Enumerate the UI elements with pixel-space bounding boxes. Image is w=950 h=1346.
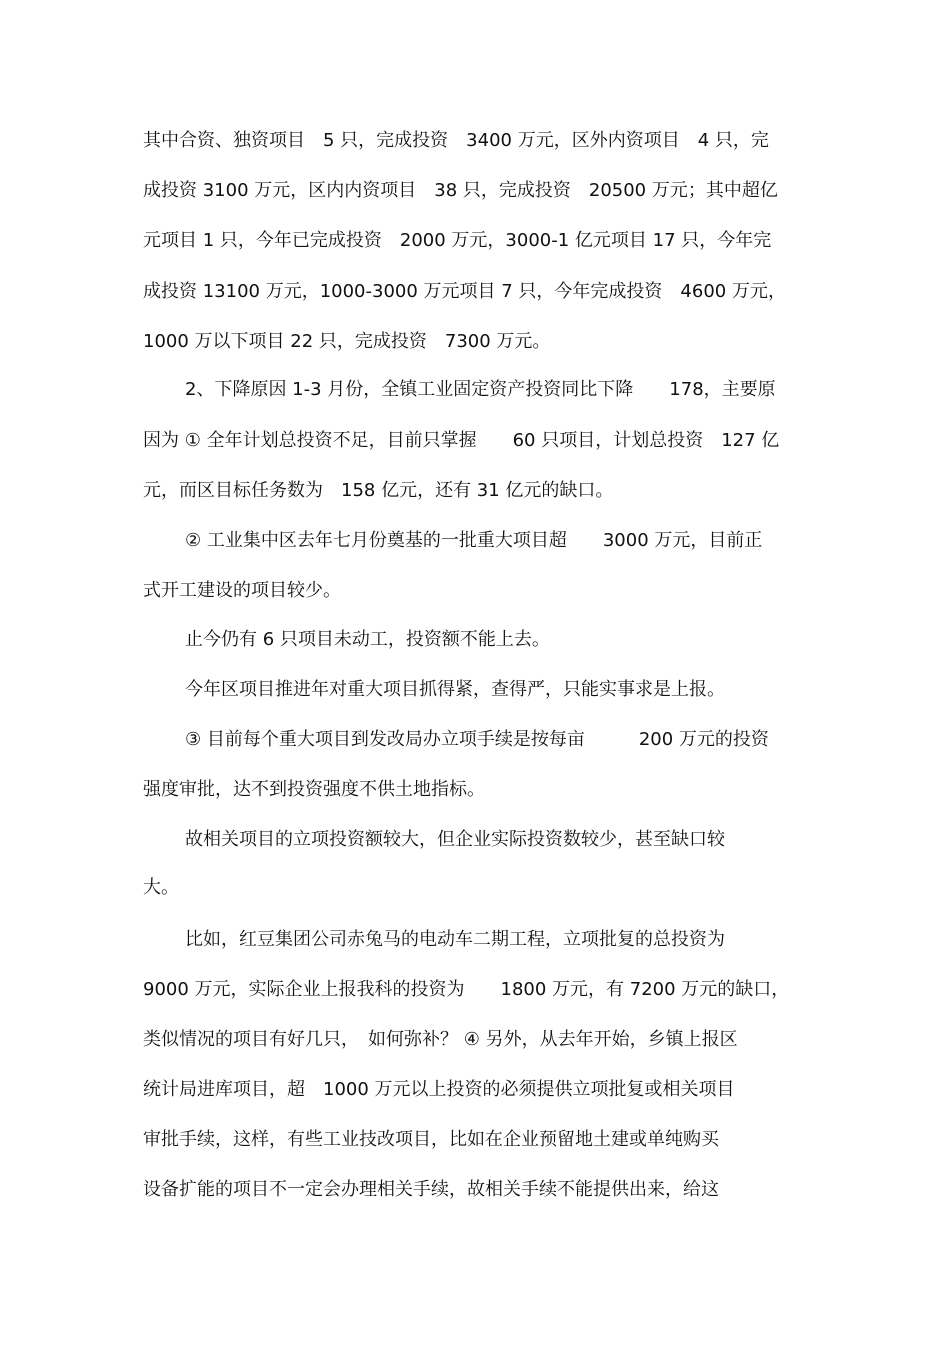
text-line: 类似情况的项目有好几只， 如何弥补？ ④ 另外，从去年开始，乡镇上报区 xyxy=(143,1029,738,1050)
text-line: 统计局进库项目，超 1000 万元以上投资的必须提供立项批复或相关项目 xyxy=(143,1079,735,1100)
text-line: 元，而区目标任务数为 158 亿元，还有 31 亿元的缺口。 xyxy=(143,480,614,501)
text-line: 元项目 1 只，今年已完成投资 2000 万元，3000-1 亿元项目 17 只，今年完 xyxy=(143,230,772,251)
text-line: 1000 万以下项目 22 只，完成投资 7300 万元。 xyxy=(143,331,551,352)
text-line: 大。 xyxy=(143,877,179,898)
text-line: 成投资 3100 万元，区内内资项目 38 只，完成投资 20500 万元；其中超亿 xyxy=(143,180,778,201)
text-line: 9000 万元，实际企业上报我科的投资为 1800 万元，有 7200 万元的缺口， xyxy=(143,979,790,1000)
text-line: 因为 ① 全年计划总投资不足，目前只掌握 60 只项目，计划总投资 127 亿 xyxy=(143,430,780,451)
paragraph-start-line: ③ 目前每个重大项目到发改局办立项手续是按每亩 200 万元的投资 xyxy=(185,729,769,750)
text-line: 强度审批，达不到投资强度不供土地指标。 xyxy=(143,779,485,800)
paragraph-start-line: 故相关项目的立项投资额较大，但企业实际投资数较少，甚至缺口较 xyxy=(185,829,725,850)
paragraph-start-line: 止今仍有 6 只项目未动工，投资额不能上去。 xyxy=(185,629,550,650)
text-line: 其中合资、独资项目 5 只，完成投资 3400 万元，区外内资项目 4 只，完 xyxy=(143,130,769,151)
text-line: 审批手续，这样，有些工业技改项目，比如在企业预留地土建或单纯购买 xyxy=(143,1129,719,1150)
text-line: 设备扩能的项目不一定会办理相关手续，故相关手续不能提供出来，给这 xyxy=(143,1179,719,1200)
paragraph-start-line: ② 工业集中区去年七月份奠基的一批重大项目超 3000 万元，目前正 xyxy=(185,530,763,551)
text-line: 成投资 13100 万元，1000-3000 万元项目 7 只，今年完成投资 4600 万元， xyxy=(143,281,786,302)
paragraph-start-line: 今年区项目推进年对重大项目抓得紧，查得严，只能实事求是上报。 xyxy=(185,679,725,700)
paragraph-start-line: 2、下降原因 1-3 月份，全镇工业固定资产投资同比下降 178，主要原 xyxy=(185,379,776,400)
paragraph-start-line: 比如，红豆集团公司赤兔马的电动车二期工程，立项批复的总投资为 xyxy=(185,929,725,950)
text-line: 式开工建设的项目较少。 xyxy=(143,580,341,601)
